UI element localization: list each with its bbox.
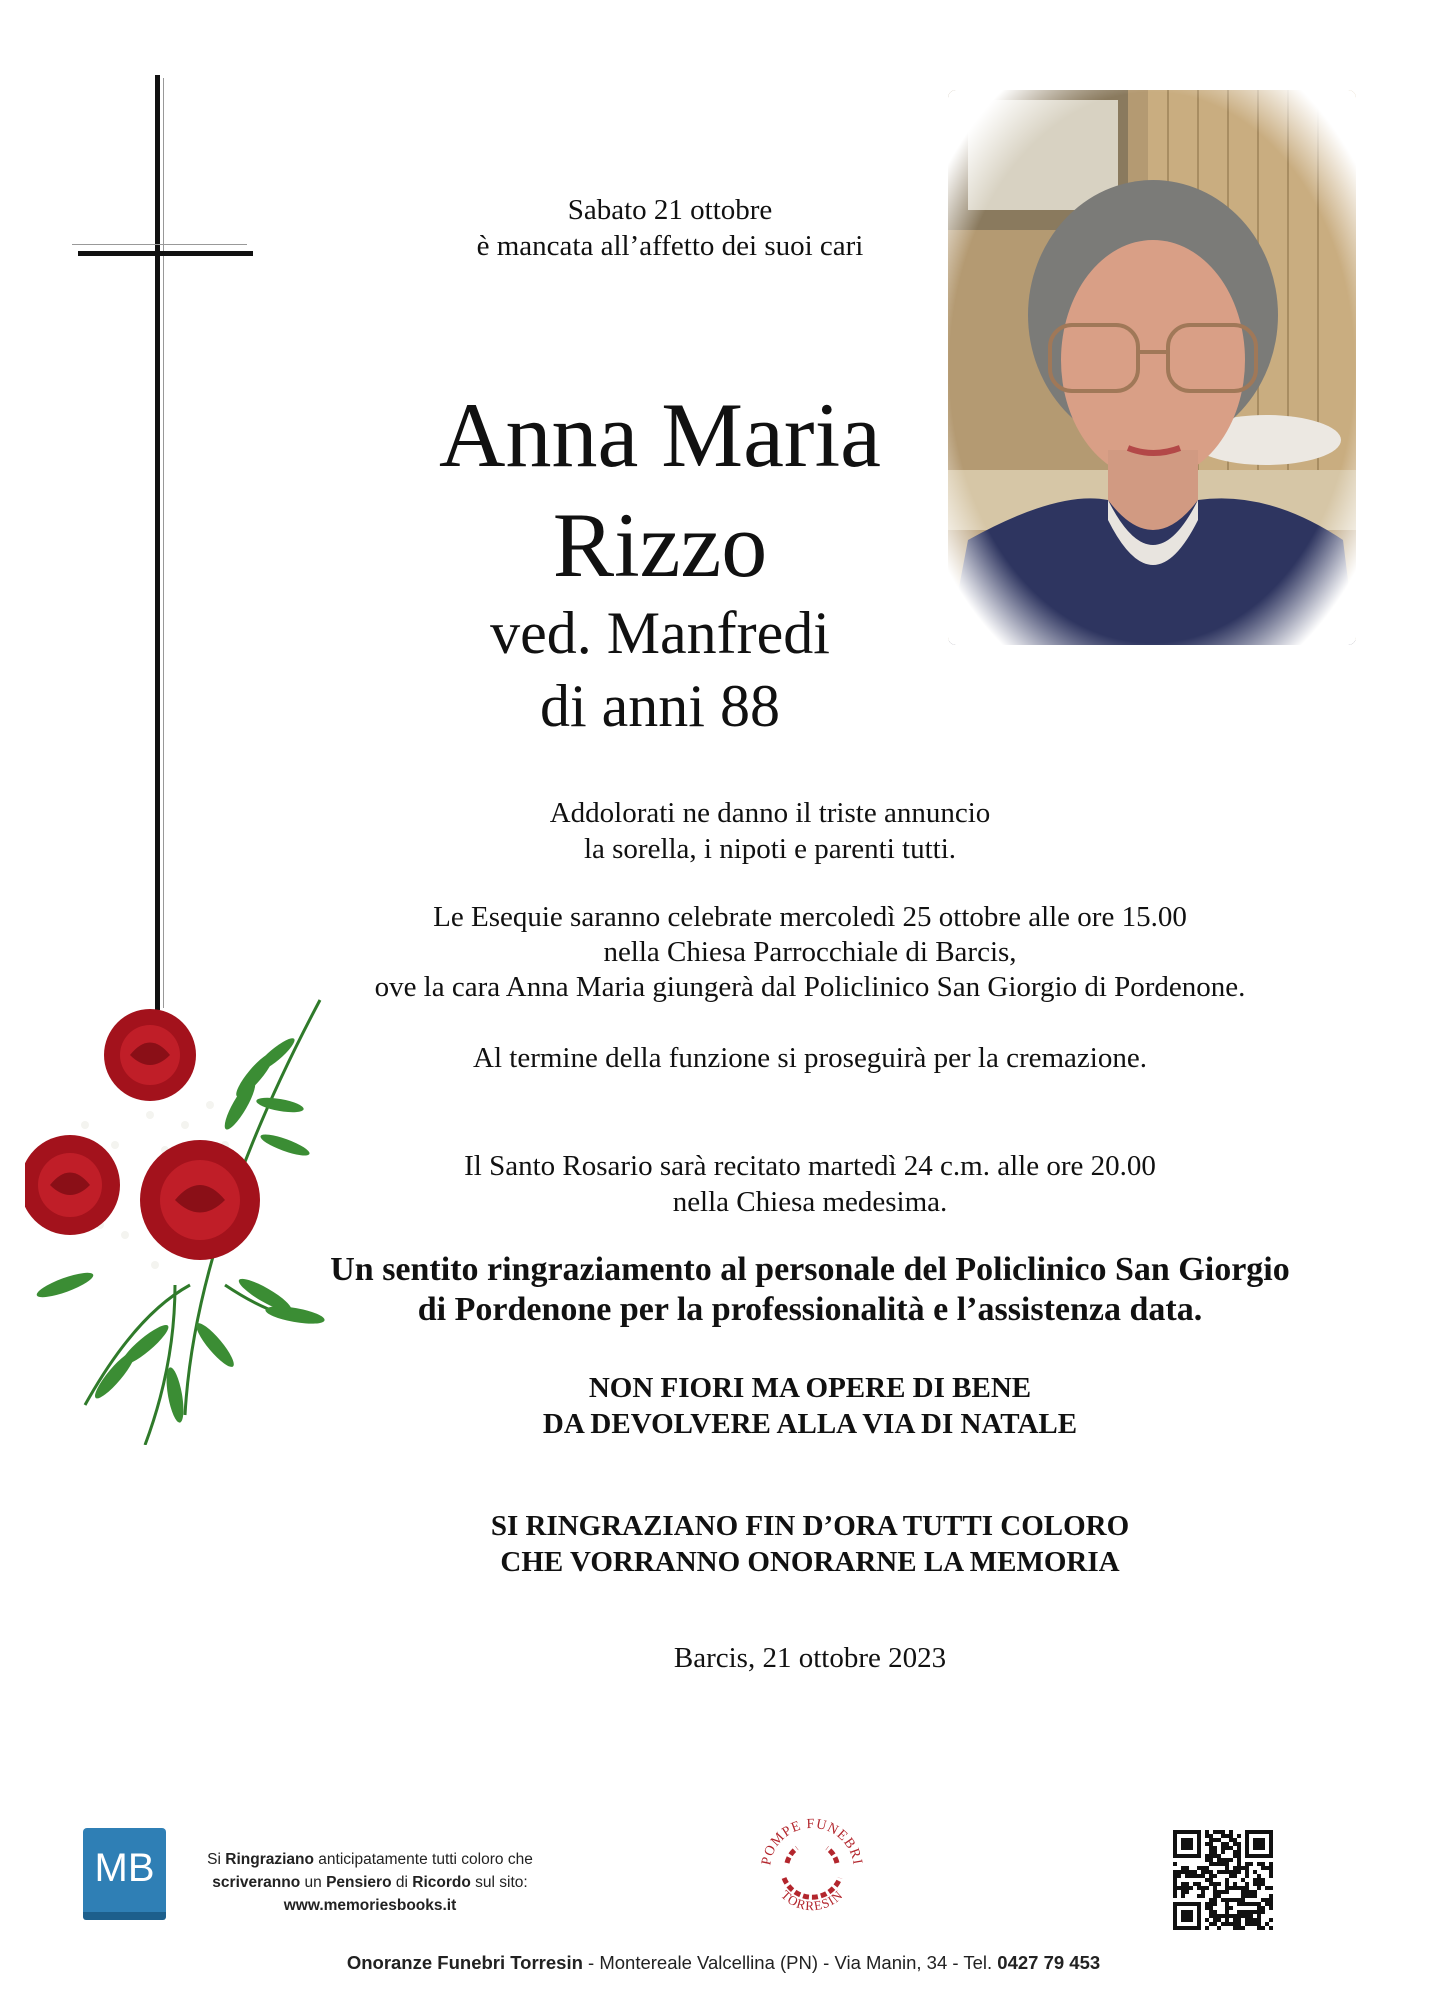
company-name: Onoranze Funebri Torresin: [346, 1952, 583, 1973]
funeral-line: Le Esequie saranno celebrate mercoledì 25 ottobre alle ore 15.00: [433, 901, 1187, 933]
book-icon: [83, 1912, 166, 1920]
memoriesbooks-line: Si Ringraziano anticipatamente tutti coloro che: [207, 1851, 533, 1868]
gratitude-line: CHE VORRANNO ONORARNE LA MEMORIA: [500, 1546, 1120, 1578]
roses-bouquet-icon: [25, 985, 335, 1445]
cross-icon: [155, 75, 160, 1010]
intro-text: [370, 192, 970, 264]
gratitude-notice: [330, 1508, 1290, 1580]
rosary-line: Il Santo Rosario sarà recitato martedì 24 c.m. alle ore 20.00: [464, 1150, 1156, 1182]
thanks-message: [260, 1250, 1360, 1330]
memoriesbooks-line: scriveranno un Pensiero di Ricordo sul sito:: [212, 1874, 528, 1891]
rosary-details: [330, 1148, 1290, 1220]
cremation-note: Al termine della funzione si proseguirà per la cremazione.: [473, 1042, 1147, 1074]
portrait-photo: [948, 90, 1356, 645]
intro-date: Sabato 21 ottobre: [567, 194, 773, 226]
company-address: - Montereale Valcellina (PN) - Via Manin, 34 - Tel.: [582, 1952, 998, 1973]
qr-code-icon[interactable]: [1173, 1830, 1273, 1930]
pompe-funebri-torresin-logo: [752, 1808, 872, 1928]
memoriesbooks-text: [165, 1848, 575, 1917]
no-flowers-line: NON FIORI MA OPERE DI BENE: [588, 1372, 1032, 1404]
svg-text:TORRESIN: [778, 1887, 846, 1913]
announcement: [470, 795, 1070, 867]
no-flowers-notice: [330, 1370, 1290, 1442]
funeral-line: nella Chiesa Parrocchiale di Barcis,: [603, 936, 1017, 968]
cross-shadow-vertical: [163, 78, 164, 1008]
intro-sentence: è mancata all’affetto dei suoi cari: [476, 230, 864, 262]
logo-top-text: POMPE FUNEBRI: [759, 1816, 865, 1867]
place-and-date: Barcis, 21 ottobre 2023: [673, 1642, 947, 1674]
announcement-line: la sorella, i nipoti e parenti tutti.: [583, 833, 957, 865]
deceased-first-name: Anna Maria: [439, 384, 881, 486]
gratitude-line: SI RINGRAZIANO FIN D’ORA TUTTI COLORO: [490, 1510, 1130, 1542]
thanks-line: di Pordenone per la professionalità e l’assistenza data.: [417, 1291, 1203, 1328]
funeral-details: [280, 900, 1340, 1005]
deceased-age: di anni 88: [540, 673, 780, 739]
logo-bottom-text: TORRESIN: [778, 1887, 846, 1914]
rosary-line: nella Chiesa medesima.: [672, 1186, 948, 1218]
thanks-line: Un sentito ringraziamento al personale del Policlinico San Giorgio: [330, 1251, 1290, 1288]
cross-arm: [78, 251, 253, 256]
funeral-home-address: [0, 1950, 1447, 1976]
announcement-line: Addolorati ne danno il triste annuncio: [549, 797, 991, 829]
funeral-line: ove la cara Anna Maria giungerà dal Policlinico San Giorgio di Pordenone.: [374, 971, 1246, 1003]
company-phone[interactable]: 0427 79 453: [997, 1952, 1101, 1973]
cross-shadow-horizontal: [72, 244, 247, 245]
deceased-last-name: Rizzo: [552, 494, 768, 596]
deceased-widow-of: ved. Manfredi: [490, 600, 830, 666]
svg-text:POMPE FUNEBRI: [759, 1817, 865, 1867]
memoriesbooks-logo: MB: [83, 1828, 166, 1918]
no-flowers-line: DA DEVOLVERE ALLA VIA DI NATALE: [542, 1408, 1078, 1440]
memoriesbooks-link[interactable]: www.memoriesbooks.it: [283, 1897, 457, 1914]
